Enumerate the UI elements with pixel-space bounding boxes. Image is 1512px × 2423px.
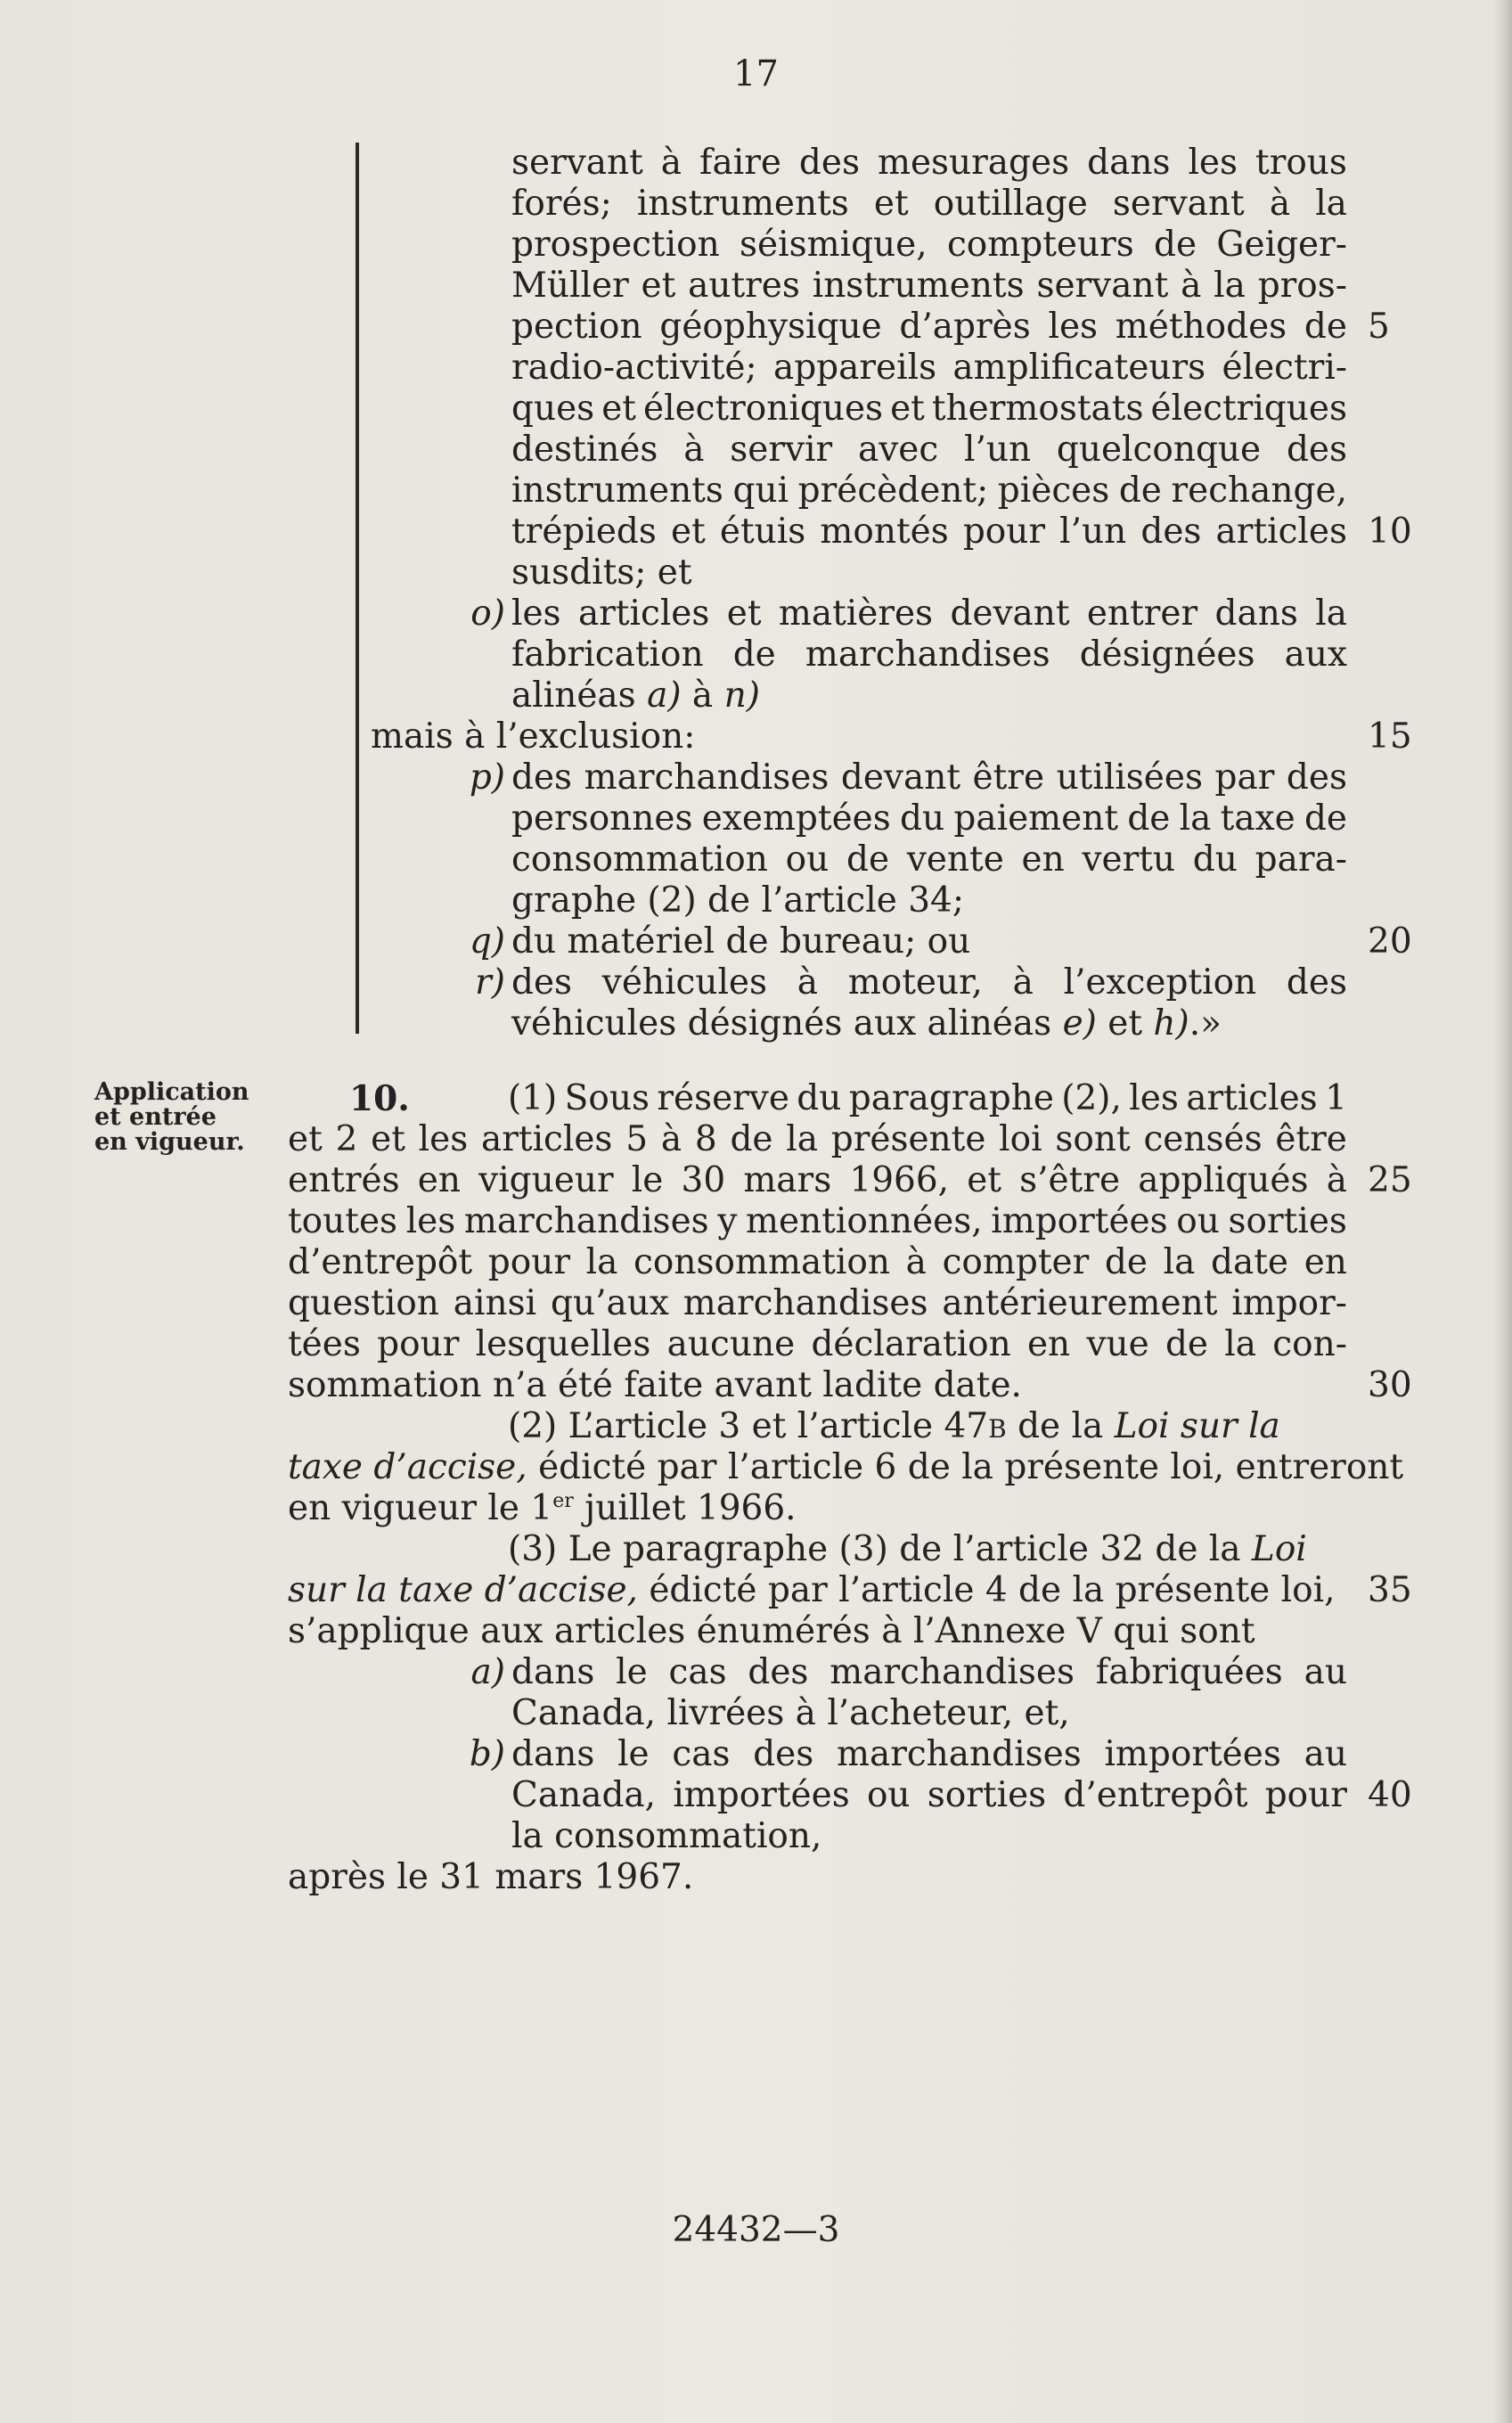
page-edge-shadow (1492, 0, 1512, 2423)
text-line: (1) Sous réserve du paragraphe (2), les articles 1 (508, 1078, 1347, 1118)
text-line: Canada, livrées à l’acheteur, et, (511, 1693, 1070, 1733)
text-line: sommation n’a été faite avant ladite date. (288, 1365, 1022, 1405)
text-line: tées pour lesquelles aucune déclaration en vue de la con- (288, 1324, 1347, 1364)
text-line: toutes les marchandises y mentionnées, importées ou sorties (288, 1201, 1347, 1241)
text-line: la consommation, (511, 1816, 822, 1856)
text-line: Canada, importées ou sorties d’entrepôt pour (511, 1775, 1347, 1815)
text-line: servant à faire des mesurages dans les trous (511, 143, 1347, 183)
text-line: et 2 et les articles 5 à 8 de la présente loi sont censés être (288, 1119, 1347, 1159)
section-number: 10. (349, 1078, 410, 1119)
item-p-mark: p) (469, 757, 505, 798)
item-a-mark: a) (470, 1652, 505, 1692)
line-number: 15 (1368, 716, 1412, 757)
text-line: (2) L’article 3 et l’article 47B de la Loi sur la (508, 1406, 1280, 1446)
exclusion-line: mais à l’exclusion: (371, 716, 696, 757)
closing-line: après le 31 mars 1967. (288, 1857, 694, 1897)
text-line: destinés à servir avec l’un quelconque des (511, 430, 1347, 470)
text-line: d’entrepôt pour la consommation à compter de la date en (288, 1242, 1347, 1282)
text-line: alinéas a) à n) (511, 675, 760, 716)
line-number: 5 (1368, 307, 1390, 347)
text-line: forés; instruments et outillage servant à la (511, 184, 1347, 224)
line-number: 20 (1368, 921, 1412, 962)
text-line: s’applique aux articles énumérés à l’Annexe V qui sont (288, 1611, 1255, 1651)
text-line: prospection séismique, compteurs de Geiger- (511, 225, 1347, 265)
text-line: graphe (2) de l’article 34; (511, 880, 964, 921)
text-line: taxe d’accise, édicté par l’article 6 de la présente loi, entreront (288, 1447, 1404, 1487)
text-line: susdits; et (511, 553, 692, 593)
item-b-mark: b) (469, 1734, 505, 1774)
margin-note (94, 1078, 249, 1156)
page-number: 17 (733, 53, 779, 94)
text-line: des véhicules à moteur, à l’exception des (511, 962, 1347, 1003)
text-line: sur la taxe d’accise, édicté par l’article 4 de la présente loi, (288, 1570, 1336, 1610)
margin-note-line: en vigueur. (94, 1128, 245, 1156)
text-line: véhicules désignés aux alinéas e) et h).» (511, 1003, 1222, 1044)
text-line: radio-activité; appareils amplificateurs électri- (511, 348, 1347, 388)
text-line: Müller et autres instruments servant à la pros- (511, 266, 1347, 306)
text-line: instruments qui précèdent; pièces de rechange, (511, 471, 1347, 511)
line-number: 40 (1368, 1775, 1412, 1815)
line-number: 30 (1368, 1365, 1412, 1405)
text-line: dans le cas des marchandises fabriquées au (511, 1652, 1347, 1692)
line-number: 35 (1368, 1570, 1412, 1610)
text-line: trépieds et étuis montés pour l’un des articles (511, 512, 1347, 552)
item-q-mark: q) (469, 921, 505, 962)
line-number: 10 (1368, 512, 1412, 552)
revision-bar (356, 143, 359, 1034)
text-line: personnes exemptées du paiement de la taxe de (511, 798, 1347, 839)
text-line: des marchandises devant être utilisées par des (511, 757, 1347, 798)
text-line: question ainsi qu’aux marchandises antérieurement impor- (288, 1283, 1347, 1323)
text-line: (3) Le paragraphe (3) de l’article 32 de la Loi (508, 1529, 1307, 1569)
text-line: du matériel de bureau; ou (511, 921, 971, 962)
text-line: consommation ou de vente en vertu du para- (511, 839, 1347, 880)
item-r-mark: r) (475, 962, 505, 1003)
text-line: fabrication de marchandises désignées aux (511, 634, 1347, 675)
margin-note-line: Application (94, 1078, 249, 1106)
text-line: pection géophysique d’après les méthodes de (511, 307, 1347, 347)
text-line: ques et électroniques et thermostats électriques (511, 389, 1347, 429)
footer-code: 24432—3 (672, 2210, 840, 2250)
margin-note-line: et entrée (94, 1103, 217, 1131)
item-o-mark: o) (470, 593, 505, 634)
text-line: en vigueur le 1er juillet 1966. (288, 1488, 797, 1528)
line-number: 25 (1368, 1160, 1412, 1200)
text-line: dans le cas des marchandises importées au (511, 1734, 1347, 1774)
text-line: les articles et matières devant entrer dans la (511, 593, 1347, 634)
text-line: entrés en vigueur le 30 mars 1966, et s’être appliqués à (288, 1160, 1347, 1200)
